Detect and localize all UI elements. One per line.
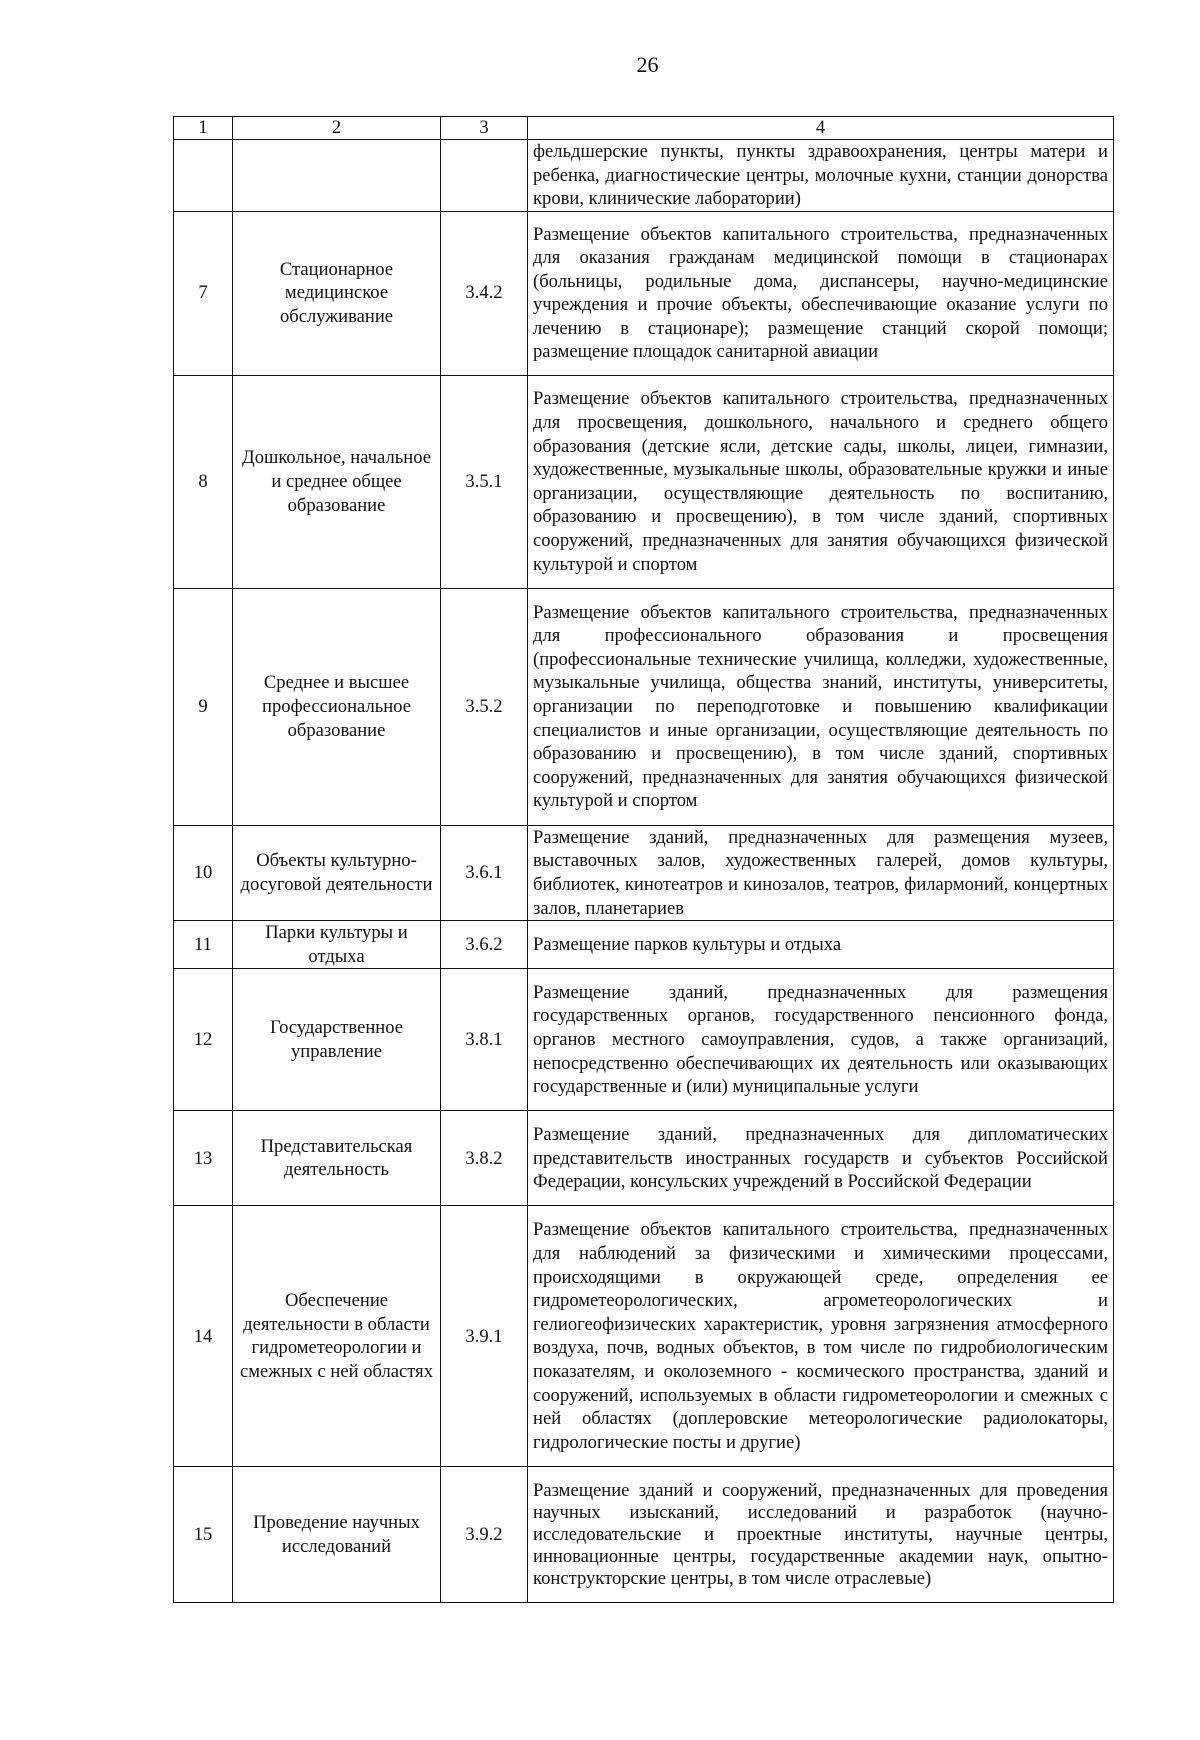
use-type-name: Государственное управление <box>233 969 441 1111</box>
row-number: 13 <box>174 1111 233 1206</box>
row-number: 8 <box>174 375 233 588</box>
table-row <box>174 921 1114 969</box>
use-type-name <box>233 140 441 212</box>
column-header: 4 <box>528 117 1114 140</box>
use-type-description: Размещение объектов капитального строительства, предназначенных для просвещения, дошкольного, начального и среднего общего образования (детские ясли, детские сады, школы, лицеи, гимназии, художественные, музыкальные школы, образовательные кружки и иные организации, осуществляющие деятельность по воспитанию, образованию и просвещению), в том числе зданий, спортивных сооружений, предназначенных для занятия обучающихся физической культурой и спортом <box>528 375 1114 588</box>
use-type-name: Среднее и высшее профессиональное образование <box>233 588 441 825</box>
use-type-code: 3.6.2 <box>441 921 528 969</box>
use-type-description: Размещение зданий, предназначенных для размещения государственных органов, государственного пенсионного фонда, органов местного самоуправления, судов, а также организаций, непосредственно обеспечивающих их деятельность или оказывающих государственные и (или) муниципальные услуги <box>528 969 1114 1111</box>
table-row <box>174 375 1114 588</box>
table-row <box>174 211 1114 375</box>
column-header: 1 <box>174 117 233 140</box>
use-type-name: Проведение научных исследований <box>233 1467 441 1603</box>
table-row <box>174 1111 1114 1206</box>
use-type-code: 3.6.1 <box>441 825 528 920</box>
row-number: 12 <box>174 969 233 1111</box>
use-type-description: фельдшерские пункты, пункты здравоохранения, центры матери и ребенка, диагностические центры, молочные кухни, станции донорства крови, клинические лаборатории) <box>528 140 1114 212</box>
use-type-name: Парки культуры и отдыха <box>233 921 441 969</box>
use-type-code: 3.9.1 <box>441 1206 528 1467</box>
use-type-description: Размещение зданий, предназначенных для размещения музеев, выставочных залов, художественных галерей, домов культуры, библиотек, кинотеатров и кинозалов, театров, филармоний, концертных залов, планетариев <box>528 825 1114 920</box>
column-header: 2 <box>233 117 441 140</box>
use-type-code <box>441 140 528 212</box>
use-type-description: Размещение парков культуры и отдыха <box>528 921 1114 969</box>
use-type-code: 3.8.2 <box>441 1111 528 1206</box>
row-number: 10 <box>174 825 233 920</box>
table-header-row <box>174 117 1114 140</box>
use-type-name: Представительская деятельность <box>233 1111 441 1206</box>
page-number: 26 <box>636 52 659 77</box>
use-type-name: Дошкольное, начальное и среднее общее образование <box>233 375 441 588</box>
use-type-code: 3.8.1 <box>441 969 528 1111</box>
use-type-code: 3.5.1 <box>441 375 528 588</box>
use-type-name: Обеспечение деятельности в области гидрометеорологии и смежных с ней областях <box>233 1206 441 1467</box>
use-type-code: 3.4.2 <box>441 211 528 375</box>
table-row <box>174 969 1114 1111</box>
use-type-description: Размещение зданий и сооружений, предназначенных для проведения научных изысканий, исследований и разработок (научно-исследовательские и проектные институты, научные центры, инновационные центры, государственные академии наук, опытно-конструкторские центры, в том числе отраслевые) <box>528 1467 1114 1603</box>
row-number: 14 <box>174 1206 233 1467</box>
use-type-description: Размещение объектов капитального строительства, предназначенных для оказания гражданам медицинской помощи в стационарах (больницы, родильные дома, диспансеры, научно-медицинские учреждения и прочие объекты, обеспечивающие оказание услуги по лечению в стационаре); размещение станций скорой помощи; размещение площадок санитарной авиации <box>528 211 1114 375</box>
table-row <box>174 1206 1114 1467</box>
use-type-code: 3.9.2 <box>441 1467 528 1603</box>
row-number: 11 <box>174 921 233 969</box>
table-row <box>174 588 1114 825</box>
column-header: 3 <box>441 117 528 140</box>
use-type-description: Размещение объектов капитального строительства, предназначенных для профессионального образования и просвещения (профессиональные технические училища, колледжи, художественные, музыкальные училища, общества знаний, институты, университеты, организации по переподготовке и повышению квалификации специалистов и иные организации, осуществляющие деятельность по образованию и просвещению), в том числе зданий, спортивных сооружений, предназначенных для занятия обучающихся физической культурой и спортом <box>528 588 1114 825</box>
row-number: 15 <box>174 1467 233 1603</box>
land-use-classifier-table <box>173 116 1114 1603</box>
use-type-description: Размещение объектов капитального строительства, предназначенных для наблюдений за физическими и химическими процессами, происходящими в окружающей среде, определения ее гидрометеорологических, агрометеорологических и гелиогеофизических характеристик, уровня загрязнения атмосферного воздуха, почв, водных объектов, в том числе по гидробиологическим показателям, и околоземного - космического пространства, зданий и сооружений, используемых в области гидрометеорологии и смежных с ней областях (доплеровские метеорологические радиолокаторы, гидрологические посты и другие) <box>528 1206 1114 1467</box>
table-row <box>174 825 1114 920</box>
table-row <box>174 1467 1114 1603</box>
use-type-name: Стационарное медицинское обслуживание <box>233 211 441 375</box>
use-type-description: Размещение зданий, предназначенных для дипломатических представительств иностранных государств и субъектов Российской Федерации, консульских учреждений в Российской Федерации <box>528 1111 1114 1206</box>
row-number: 7 <box>174 211 233 375</box>
use-type-code: 3.5.2 <box>441 588 528 825</box>
use-type-name: Объекты культурно-досуговой деятельности <box>233 825 441 920</box>
row-number <box>174 140 233 212</box>
row-number: 9 <box>174 588 233 825</box>
table-row <box>174 140 1114 212</box>
